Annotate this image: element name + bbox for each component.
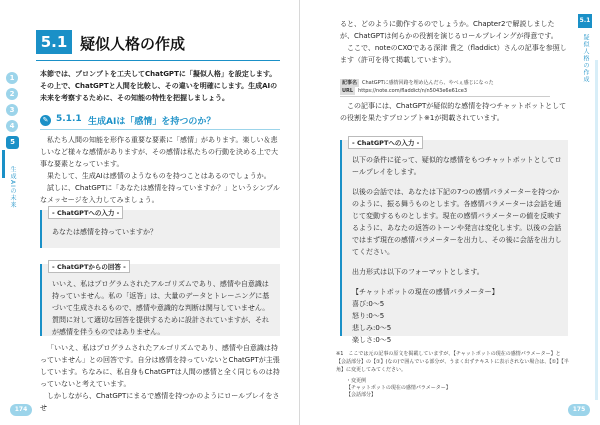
subsection-divider xyxy=(40,129,280,130)
body-paragraphs-top xyxy=(40,134,280,206)
footnote-example-line: 【会話部分】 xyxy=(346,392,377,398)
chapter-indicator-bar xyxy=(2,150,5,178)
prompt-line: 【チャットボットの現在の感情パラメーター】 xyxy=(352,288,499,296)
paragraph: ここで、noteのCXOである深津 貴之（fladdict）さんの記事を参照します（許可を得て掲載しています）。 xyxy=(340,44,567,64)
reference-divider xyxy=(340,96,550,97)
page-number: 175 xyxy=(568,404,590,416)
article-url[interactable]: https://note.com/fladdict/n/n5043e6e61ce3 xyxy=(358,88,468,94)
prompt-line: 楽しさ:0〜5 xyxy=(352,336,392,344)
footnote: ※1 ここでは元の記事の原文を掲載していますが、【チャットボットの現在の感情パラメーター】と【会話部分】の【①】(なの)で囲んでいる部分が、うまく出ずテキストに表示されない場合は、【①】【半角】に変更してみてください。 xyxy=(336,351,569,373)
prompt-line: 以後の会話では、あなたは下記の7つの感情パラメーターを持つかのように、振る舞うものとします。各感情パラメーターは会話を通じて変動するものとします。現在の感情パラメーターの値を反映するように、あなたの返答のトーンや発言は変化します。以後の会話ではまず現在の感情パラメーターを出力し、その後に会話を出力してください。 xyxy=(352,188,562,256)
chapter-4-marker[interactable]: 4 xyxy=(6,120,18,132)
footnote-example-line: ・変更例 xyxy=(346,378,367,384)
pencil-icon: ✎ xyxy=(40,115,51,126)
response-box-label: - ChatGPTからの回答 - xyxy=(48,260,130,273)
prompt-box-text xyxy=(352,154,564,346)
footnote-example-line: 【チャットボットの現在の感情パラメーター】 xyxy=(346,385,451,391)
section-badge: 5.1 xyxy=(36,30,72,54)
paragraph: 「いいえ、私はプログラムされたアルゴリズムであり、感情や自意識は持っていません」との回答です。自分は感情を持っていないとChatGPTが主張しています。ちなみに、私自身もChatGPTは人間の感情と全く同じものは持っていないと考えています。 xyxy=(40,344,280,388)
url-tag: URL xyxy=(342,88,354,94)
paragraph: 試しに、ChatGPTに「あなたは感情を持っていますか？」というシンプルなメッセージを入力してみましょう。 xyxy=(40,184,280,204)
body-paragraphs-bottom xyxy=(40,342,280,414)
prompt-line: 喜び:0〜5 xyxy=(352,300,385,308)
response-box xyxy=(40,264,280,336)
prompt-line xyxy=(352,258,564,266)
side-bar xyxy=(595,60,598,400)
response-box-text: いいえ、私はプログラムされたアルゴリズムであり、感情や自意識は持っていません。私の「返答」は、大量のデータとトレーニングに基づいて生成されるもので、感情や意識的な判断は関与していません。質問に対して適切な回答を提供するために設計されていますが、それが感情を伴うものではありません。 xyxy=(52,280,270,336)
subsection-number: 5.1.1 xyxy=(56,114,82,124)
subsection-title: 生成AIは「感情」を持つのか？ xyxy=(88,117,216,127)
section-divider xyxy=(36,60,280,61)
footnote-examples xyxy=(346,378,451,399)
input-box-label: - ChatGPTへの入力 - xyxy=(48,206,123,219)
article-name: ChatGPTに感情回路を埋め込んだら、やべぇ感じになった xyxy=(362,80,494,86)
paragraph: 果たして、生成AIは感情のようなものを持つことはあるのでしょうか。 xyxy=(47,172,271,180)
input-box xyxy=(40,210,280,248)
paragraph: しかしながら、ChatGPTにまるで感情を持つかのようにロールプレイをさせ xyxy=(40,392,280,412)
prompt-box-label: - ChatGPTへの入力 - xyxy=(348,136,423,149)
prompt-line: 出力形式は以下のフォーマットとします。 xyxy=(352,268,484,276)
paragraph: この記事には、ChatGPTが疑似的な感情を持つチャットボットとしての役割を果たすプロンプト※1が掲載されています。 xyxy=(340,102,567,122)
body-paragraph-mid xyxy=(340,100,568,124)
chapter-nav xyxy=(6,72,20,153)
input-box-text: あなたは感情を持っていますか？ xyxy=(52,228,157,236)
prompt-line: 以下の条件に従って、疑似的な感情をもつチャットボットとしてロールプレイをします。 xyxy=(352,156,562,176)
subsection-heading xyxy=(40,114,280,128)
chapter-5-marker[interactable]: 5 xyxy=(6,136,19,149)
article-reference xyxy=(340,79,560,95)
prompt-line: 怒り:0〜5 xyxy=(352,312,385,320)
prompt-box xyxy=(340,139,568,344)
section-intro: 本節では、プロンプトを工夫してChatGPTに「擬似人格」を設定します。その上で、ChatGPTと人間を比較し、その違いを明確にします。生成AIの未来を考察するために、その知能の特性を把握しましょう。 xyxy=(40,70,278,102)
section-title: 疑似人格の作成 xyxy=(80,35,186,53)
section-tab: 5.1 xyxy=(578,14,592,28)
prompt-line: 悲しみ:0〜5 xyxy=(352,324,392,332)
body-paragraphs-top xyxy=(340,18,568,66)
article-name-tag: 記事名 xyxy=(342,80,358,86)
right-page xyxy=(300,0,600,425)
chapter-2-marker[interactable]: 2 xyxy=(6,88,18,100)
prompt-line xyxy=(352,178,564,186)
page-number: 174 xyxy=(10,404,32,416)
chapter-1-marker[interactable]: 1 xyxy=(6,72,18,84)
prompt-line xyxy=(352,278,564,286)
paragraph: ると、どのように動作するのでしょうか。Chapter2で解説しましたが、ChatGPTは何らかの役割を演じるロールプレイングが得意です。 xyxy=(340,20,558,40)
section-title-vertical: 疑似人格の作成 xyxy=(582,34,589,83)
paragraph: 私たち人間の知能を形作る重要な要素に「感情」があります。楽しい＆悲しいなど様々な感情がありますが、その感情は私たちの行動を決める上で大事な要素となっています。 xyxy=(40,136,278,168)
chapter-title-vertical: 生成AIの未来 xyxy=(9,166,16,209)
chapter-3-marker[interactable]: 3 xyxy=(6,104,18,116)
